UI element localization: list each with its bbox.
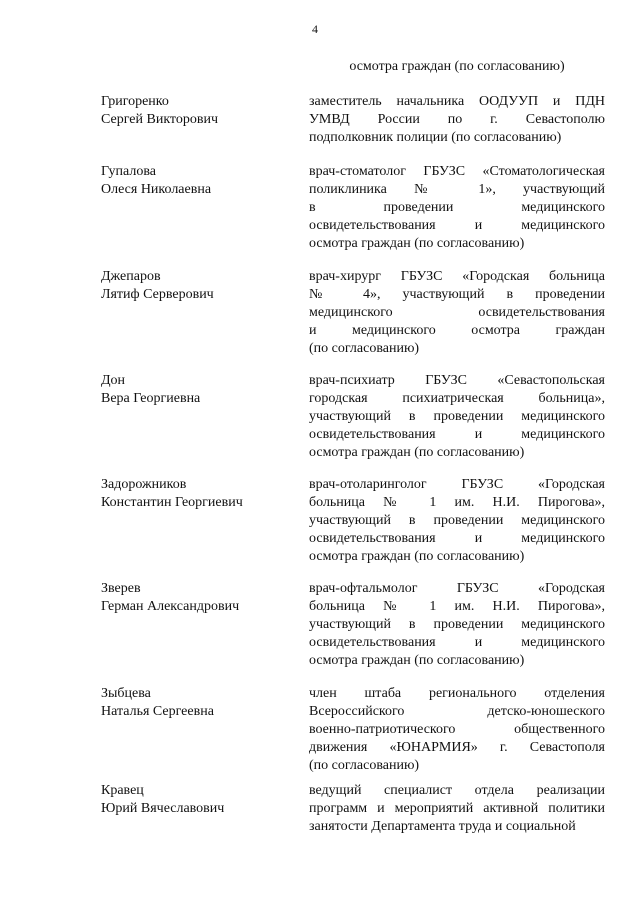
description-line: программ и мероприятий активной политики [309, 801, 605, 816]
member-name [101, 268, 281, 304]
member-name [101, 685, 281, 721]
description-line: осмотра граждан (по согласованию) [309, 549, 525, 564]
description-line: врач-офтальмолог ГБУЗС «Городская [309, 581, 605, 596]
description-line: Всероссийского детско-юношеского [309, 704, 605, 719]
member-given-names: Юрий Вячеславович [101, 801, 225, 816]
member-name [101, 580, 281, 616]
description-line: № 4», участвующий в проведении [309, 287, 605, 302]
description-line: УМВД России по г. Севастополю [309, 112, 605, 127]
member-surname: Дон [101, 373, 126, 388]
description-line: освидетельствования и медицинского [309, 218, 605, 233]
position-description [309, 476, 605, 566]
position-description [309, 268, 605, 358]
description-line: освидетельствования и медицинского [309, 427, 605, 442]
description-line: больница № 1 им. Н.И. Пирогова», [309, 599, 605, 614]
description-line: врач-хирург ГБУЗС «Городская больница [309, 269, 605, 284]
member-name [101, 476, 281, 512]
position-description [309, 685, 605, 775]
description-line: и медицинского осмотра граждан [309, 323, 605, 338]
description-line: больница № 1 им. Н.И. Пирогова», [309, 495, 605, 510]
description-line: занятости Департамента труда и социальной [309, 819, 576, 834]
member-given-names: Герман Александрович [101, 599, 240, 614]
member-given-names: Лятиф Серверович [101, 287, 214, 302]
member-surname: Зыбцева [101, 686, 151, 701]
description-line: освидетельствования и медицинского [309, 635, 605, 650]
position-description [309, 782, 605, 836]
member-name [101, 372, 281, 408]
member-surname: Гупалова [101, 164, 157, 179]
description-line: медицинского освидетельствования [309, 305, 605, 320]
description-line: движения «ЮНАРМИЯ» г. Севастополя [309, 740, 605, 755]
description-line: осмотра граждан (по согласованию) [309, 445, 525, 460]
description-line: участвующий в проведении медицинского [309, 409, 605, 424]
description-line: член штаба регионального отделения [309, 686, 605, 701]
description-line: осмотра граждан (по согласованию) [309, 236, 525, 251]
description-line: городская психиатрическая больница», [309, 391, 605, 406]
description-line: (по согласованию) [309, 341, 420, 356]
description-line: заместитель начальника ООДУУП и ПДН [309, 94, 605, 109]
description-line: освидетельствования и медицинского [309, 531, 605, 546]
description-line: участвующий в проведении медицинского [309, 513, 605, 528]
member-surname: Задорожников [101, 477, 187, 492]
member-name [101, 782, 281, 818]
member-given-names: Сергей Викторович [101, 112, 219, 127]
position-description [309, 163, 605, 253]
member-given-names: Олеся Николаевна [101, 182, 212, 197]
description-line: подполковник полиции (по согласованию) [309, 130, 562, 145]
position-description [309, 93, 605, 147]
description-line: осмотра граждан (по согласованию) [349, 59, 565, 74]
position-description [309, 58, 605, 76]
member-surname: Кравец [101, 783, 144, 798]
member-name [101, 163, 281, 199]
member-given-names: Наталья Сергеевна [101, 704, 214, 719]
member-name [101, 93, 281, 129]
member-surname: Григоренко [101, 94, 169, 109]
member-given-names: Вера Георгиевна [101, 391, 201, 406]
description-line: ведущий специалист отдела реализации [309, 783, 605, 798]
description-line: поликлиника № 1», участвующий [309, 182, 605, 197]
member-given-names: Константин Георгиевич [101, 495, 243, 510]
description-line: врач-отоларинголог ГБУЗС «Городская [309, 477, 605, 492]
page-number: 4 [312, 22, 318, 36]
description-line: (по согласованию) [309, 758, 420, 773]
position-description [309, 372, 605, 462]
member-surname: Джепаров [101, 269, 161, 284]
description-line: врач-стоматолог ГБУЗС «Стоматологическая [309, 164, 605, 179]
description-line: участвующий в проведении медицинского [309, 617, 605, 632]
description-line: военно-патриотического общественного [309, 722, 605, 737]
position-description [309, 580, 605, 670]
description-line: осмотра граждан (по согласованию) [309, 653, 525, 668]
member-surname: Зверев [101, 581, 141, 596]
description-line: врач-психиатр ГБУЗС «Севастопольская [309, 373, 605, 388]
description-line: в проведении медицинского [309, 200, 605, 215]
